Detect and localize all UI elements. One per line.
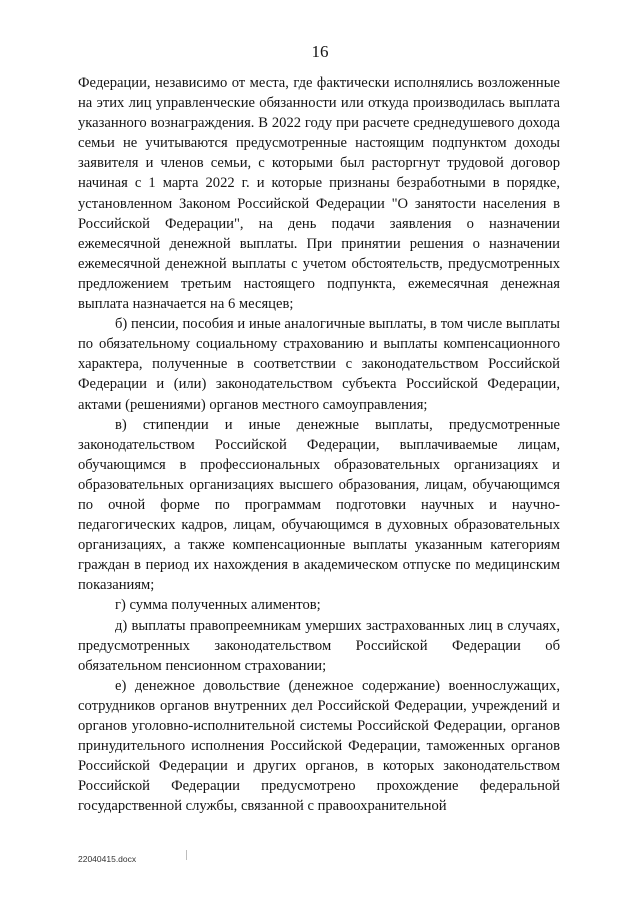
paragraph-item-v: в) стипендии и иные денежные выплаты, предусмотренные законодательством Российской Федерации, выплачиваемые лицам, обучающимся в профессиональных образовательных организациях и образовательных организациях высшего образования, лицам, обучающимся по очной форме по программам подготовки научных и научно-педагогических кадров, лицам, обучающимся в духовных образовательных организациях, а также компенсационные выплаты указанным категориям граждан в период их нахождения в академическом отпуске по медицинским показаниям; — [78, 416, 560, 594]
margin-mark — [186, 850, 187, 860]
paragraph-item-g: г) сумма полученных алиментов; — [115, 597, 321, 614]
paragraph-item-d: д) выплаты правопреемникам умерших застрахованных лиц в случаях, предусмотренных законодательством Российской Федерации об обязательном пенсионном страховании; — [78, 617, 560, 674]
paragraph-item-e: е) денежное довольствие (денежное содержание) военнослужащих, сотрудников органов внутренних дел Российской Федерации, учреждений и органов уголовно-исполнительной системы Российской Федерации, органов принудительного исполнения Российской Федерации, таможенных органов Российской Федерации и других органов, в которых законодательством Российской Федерации предусмотрено прохождение федеральной государственной службы, связанной с правоохранительной — [78, 677, 560, 815]
paragraph-continuation: Федерации, независимо от места, где фактически исполнялись возложенные на этих лиц управленческие обязанности или откуда производилась выплата указанного вознаграждения. В 2022 году при расчете среднедушевого дохода семьи не учитываются предусмотренные настоящим подпунктом доходы заявителя и членов семьи, с которыми был расторгнут трудовой договор начиная с 1 марта 2022 г. и которые признаны безработными в порядке, установленном Законом Российской Федерации "О занятости населения в Российской Федерации", на день подачи заявления о назначении ежемесячной денежной выплаты. При принятии решения о назначении ежемесячной денежной выплаты с учетом обстоятельств, предусмотренных предложением третьим настоящего подпункта, ежемесячная денежная выплата назначается на 6 месяцев; — [78, 75, 560, 313]
footer-filename: 22040415.docx — [78, 854, 137, 864]
paragraph-item-b: б) пенсии, пособия и иные аналогичные выплаты, в том числе выплаты по обязательному социальному страхованию и выплаты компенсационного характера, полученные в соответствии с законодательством Российской Федерации и (или) законодательством субъекта Российской Федерации, актами (решениями) органов местного самоуправления; — [78, 316, 560, 413]
page-number: 16 — [311, 42, 329, 61]
document-body — [78, 73, 560, 816]
